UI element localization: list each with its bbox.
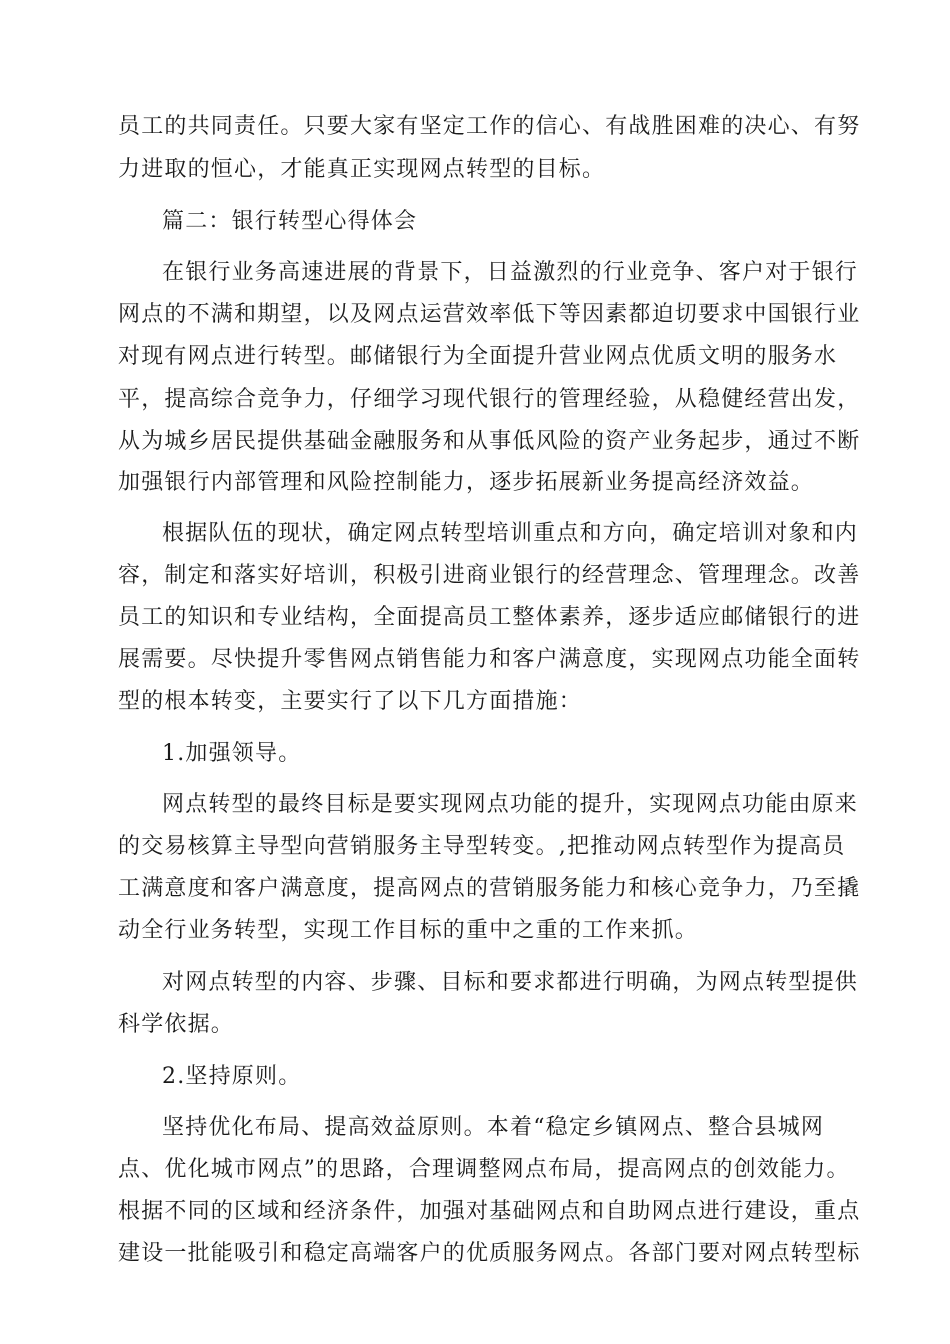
text-line: 在银行业务高速进展的背景下，日益激烈的行业竞争、客户对于银行 <box>162 260 859 285</box>
text-line: 加强银行内部管理和风险控制能力，逐步拓展新业务提高经济效益。 <box>118 470 815 495</box>
text-line: 员工的知识和专业结构，全面提高员工整体素养，逐步适应邮储银行的进 <box>118 605 861 630</box>
text-line: 根据不同的区域和经济条件，加强对基础网点和自助网点进行建设，重点 <box>118 1199 861 1224</box>
text-line: 对现有网点进行转型。邮储银行为全面提升营业网点优质文明的服务水 <box>118 344 838 369</box>
text-line: 科学依据。 <box>118 1012 235 1037</box>
text-line: 点、优化城市网点”的思路，合理调整网点布局，提高网点的创效能力。 <box>118 1157 850 1182</box>
text-line: 平，提高综合竞争力，仔细学习现代银行的管理经验，从稳健经营出发， <box>118 387 861 412</box>
text-line: 工满意度和客户满意度，提高网点的营销服务能力和核心竞争力，乃至撬 <box>118 876 861 901</box>
list-heading: 1.加强领导。 <box>162 741 302 766</box>
text-line: 对网点转型的内容、步骤、目标和要求都进行明确，为网点转型提供 <box>162 970 859 995</box>
text-line: 容，制定和落实好培训，积极引进商业银行的经营理念、管理理念。改善 <box>118 563 861 588</box>
text-line: 网点的不满和期望，以及网点运营效率低下等因素都迫切要求中国银行业 <box>118 302 861 327</box>
text-line: 的交易核算主导型向营销服务主导型转变。,把推动网点转型作为提高员 <box>118 834 846 859</box>
section-heading: 篇二：银行转型心得体会 <box>162 209 418 234</box>
text-line: 力进取的恒心，才能真正实现网点转型的目标。 <box>118 157 606 182</box>
text-line: 从为城乡居民提供基础金融服务和从事低风险的资产业务起步，通过不断 <box>118 429 861 454</box>
text-line: 建设一批能吸引和稳定高端客户的优质服务网点。各部门要对网点转型标 <box>118 1241 861 1266</box>
text-line: 员工的共同责任。只要大家有坚定工作的信心、有战胜困难的决心、有努 <box>118 114 861 139</box>
text-line: 型的根本转变，主要实行了以下几方面措施： <box>118 689 583 714</box>
text-line: 展需要。尽快提升零售网点销售能力和客户满意度，实现网点功能全面转 <box>118 647 861 672</box>
text-line: 网点转型的最终目标是要实现网点功能的提升，实现网点功能由原来 <box>162 792 859 817</box>
text-line: 根据队伍的现状，确定网点转型培训重点和方向，确定培训对象和内 <box>162 521 859 546</box>
list-heading: 2.坚持原则。 <box>162 1064 302 1089</box>
text-line: 坚持优化布局、提高效益原则。本着“稳定乡镇网点、整合县城网 <box>162 1115 825 1140</box>
text-line: 动全行业务转型，实现工作目标的重中之重的工作来抓。 <box>118 918 699 943</box>
